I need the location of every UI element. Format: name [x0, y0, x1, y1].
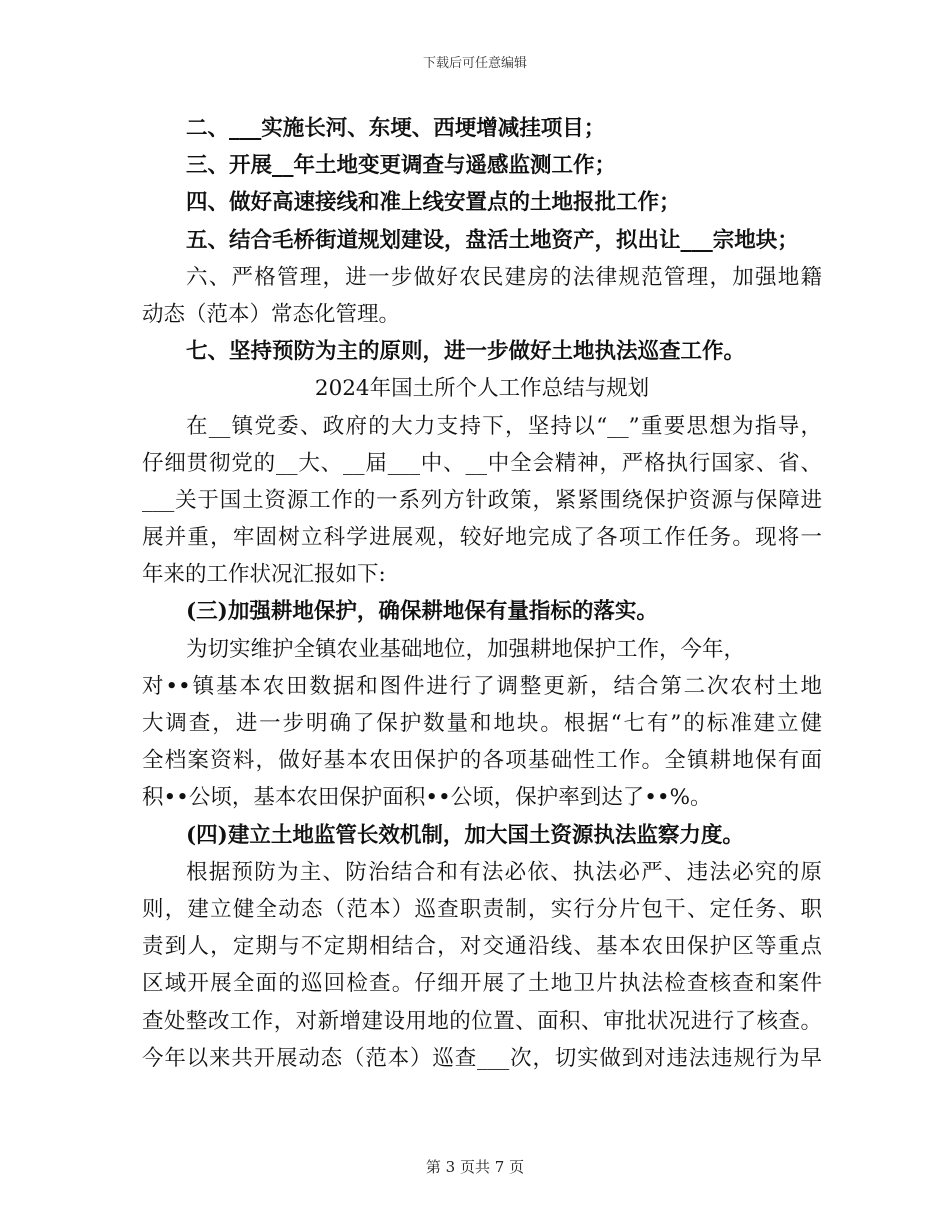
paragraph-line: 积••公顷，基本农田保护面积••公顷，保护率到达了••%。 [142, 785, 712, 811]
section-item-2: 二、___实施长河、东埂、西埂增减挂项目； [186, 116, 606, 141]
document-title: 2024年国土所个人工作总结与规划 [314, 376, 650, 402]
section-item-5: 五、结合毛桥街道规划建设，盘活土地资产，拟出让___宗地块； [186, 227, 799, 253]
section-heading-4: (四)建立土地监管长效机制，加大国土资源执法监察力度。 [186, 822, 744, 848]
section-item-7: 七、坚持预防为主的原则，进一步做好土地执法巡查工作。 [186, 339, 746, 365]
paragraph-line: 大调查，进一步明确了保护数量和地块。根据“七有”的标准建立健 [142, 711, 822, 736]
paragraph-line: 对••镇基本农田数据和图件进行了调整更新，结合第二次农村土地 [142, 673, 822, 699]
paragraph-line: 今年以来共开展动态（范本）巡查___次，切实做到对违法违规行为早 [142, 1045, 822, 1071]
paragraph-line: 查处整改工作，对新增建设用地的位置、面积、审批状况进行了核查。 [142, 1008, 822, 1034]
paragraph-line: 六、严格管理，进一步做好农民建房的法律规范管理，加强地籍 [186, 264, 822, 290]
paragraph-line: 区域开展全面的巡回检查。仔细开展了土地卫片执法检查核查和案件 [142, 971, 822, 997]
paragraph-line: 则，建立健全动态（范本）巡查职责制，实行分片包干、定任务、职 [142, 896, 822, 922]
section-item-4: 四、做好高速接线和准上线安置点的土地报批工作； [186, 190, 681, 216]
paragraph-line: 年来的工作状况汇报如下: [142, 562, 386, 588]
page-header: 下载后可任意编辑 [422, 56, 527, 71]
document-body [142, 110, 822, 1077]
section-item-3: 三、开展__年土地变更调查与遥感监测工作； [186, 153, 617, 179]
paragraph-line: ___关于国土资源工作的一系列方针政策，紧紧围绕保护资源与保障进 [142, 487, 822, 513]
paragraph-line: 根据预防为主、防治结合和有法必依、执法必严、违法必究的原 [186, 859, 822, 885]
paragraph-line: 展并重，牢固树立科学进展观，较好地完成了各项工作任务。现将一 [142, 525, 822, 551]
paragraph-line: 为切实维护全镇农业基础地位，加强耕地保护工作，今年， [186, 636, 746, 662]
page-footer: 第 3 页共 7 页 [425, 1158, 525, 1176]
paragraph-line: 动态（范本）常态化管理。 [142, 301, 401, 327]
paragraph-line: 全档案资料，做好基本农田保护的各项基础性工作。全镇耕地保有面 [142, 748, 822, 774]
paragraph-line: 在__镇党委、政府的大力支持下，坚持以“__”重要思想为指导， [186, 413, 822, 439]
paragraph-line: 责到人，定期与不定期相结合，对交通沿线、基本农田保护区等重点 [142, 934, 822, 960]
paragraph-line: 仔细贯彻党的__大、__届___中、__中全会精神，严格执行国家、省、 [142, 450, 822, 476]
section-heading-3: (三)加强耕地保护，确保耕地保有量指标的落实。 [186, 599, 658, 625]
